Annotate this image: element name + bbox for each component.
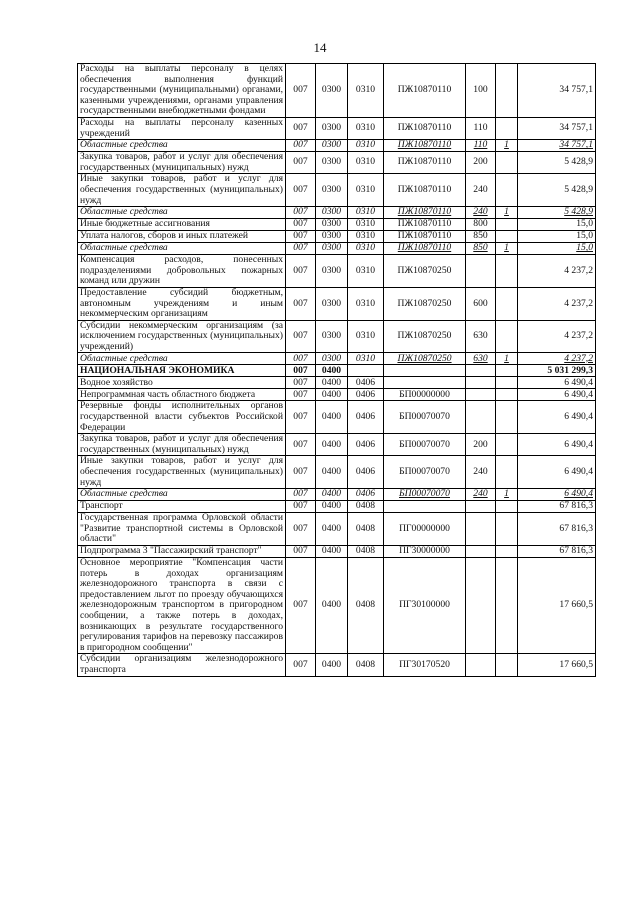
table-row — [78, 353, 596, 365]
table-row — [78, 207, 596, 219]
row-target-code: ПЖ10870250 — [384, 353, 466, 365]
table-row — [78, 456, 596, 489]
row-subsection-code: 0310 — [348, 117, 384, 139]
row-subsection-code: 0310 — [348, 320, 384, 353]
row-subsection-code: 0408 — [348, 654, 384, 676]
row-target-code: БП00070070 — [384, 489, 466, 501]
row-target-code: ПЖ10870110 — [384, 231, 466, 243]
table-row — [78, 558, 596, 654]
row-grbs-code: 007 — [286, 255, 316, 288]
page-number: 14 — [313, 40, 327, 55]
table-row — [78, 140, 596, 152]
row-description: Предоставление субсидий бюджетным, автономным учреждениям и иным некоммерческим организациям — [78, 287, 286, 320]
row-grbs-code: 007 — [286, 243, 316, 255]
row-fund-flag — [496, 389, 518, 401]
table-row — [78, 231, 596, 243]
row-grbs-code: 007 — [286, 117, 316, 139]
row-grbs-code: 007 — [286, 219, 316, 231]
row-description: Областные средства — [78, 243, 286, 255]
row-subsection-code: 0408 — [348, 558, 384, 654]
row-section-code: 0400 — [316, 389, 348, 401]
row-expense-type — [466, 654, 496, 676]
row-grbs-code: 007 — [286, 377, 316, 389]
row-subsection-code: 0406 — [348, 401, 384, 434]
row-amount: 5 428,9 — [518, 174, 596, 207]
row-grbs-code: 007 — [286, 207, 316, 219]
row-grbs-code: 007 — [286, 456, 316, 489]
row-amount: 5 428,9 — [518, 207, 596, 219]
row-amount: 4 237,2 — [518, 353, 596, 365]
row-target-code: ПЖ10870110 — [384, 174, 466, 207]
row-description: Иные бюджетные ассигнования — [78, 219, 286, 231]
row-section-code: 0300 — [316, 255, 348, 288]
row-fund-flag — [496, 456, 518, 489]
row-fund-flag: 1 — [496, 207, 518, 219]
row-fund-flag — [496, 255, 518, 288]
row-expense-type — [466, 255, 496, 288]
row-expense-type: 600 — [466, 287, 496, 320]
row-description: Уплата налогов, сборов и иных платежей — [78, 231, 286, 243]
row-subsection-code: 0406 — [348, 456, 384, 489]
row-section-code: 0300 — [316, 219, 348, 231]
table-row — [78, 320, 596, 353]
row-amount: 17 660,5 — [518, 654, 596, 676]
row-target-code: БП00070070 — [384, 401, 466, 434]
row-grbs-code: 007 — [286, 140, 316, 152]
row-description: Подпрограмма 3 "Пассажирский транспорт" — [78, 546, 286, 558]
row-amount: 34 757,1 — [518, 64, 596, 118]
row-expense-type: 850 — [466, 243, 496, 255]
row-target-code: ПЖ10870110 — [384, 219, 466, 231]
row-fund-flag — [496, 558, 518, 654]
row-subsection-code: 0310 — [348, 64, 384, 118]
row-description: Закупка товаров, работ и услуг для обеспечения государственных (муниципальных) нужд — [78, 434, 286, 456]
row-section-code: 0400 — [316, 501, 348, 513]
row-expense-type: 240 — [466, 174, 496, 207]
budget-table — [77, 63, 596, 677]
row-amount: 15,0 — [518, 231, 596, 243]
row-expense-type: 850 — [466, 231, 496, 243]
row-fund-flag — [496, 513, 518, 546]
row-amount: 6 490,4 — [518, 489, 596, 501]
row-subsection-code: 0310 — [348, 207, 384, 219]
row-subsection-code — [348, 365, 384, 377]
row-description: Иные закупки товаров, работ и услуг для обеспечения государственных (муниципальных) нужд — [78, 456, 286, 489]
table-row — [78, 365, 596, 377]
row-target-code: БП00070070 — [384, 434, 466, 456]
row-target-code: ПЖ10870110 — [384, 207, 466, 219]
row-expense-type — [466, 558, 496, 654]
row-fund-flag — [496, 365, 518, 377]
row-amount: 5 031 299,3 — [518, 365, 596, 377]
row-target-code: БП00000000 — [384, 389, 466, 401]
row-expense-type: 800 — [466, 219, 496, 231]
row-subsection-code: 0406 — [348, 489, 384, 501]
row-subsection-code: 0406 — [348, 389, 384, 401]
row-description: Расходы на выплаты персоналу казенных учреждений — [78, 117, 286, 139]
row-section-code: 0300 — [316, 231, 348, 243]
row-description: Государственная программа Орловской области "Развитие транспортной системы в Орловской области" — [78, 513, 286, 546]
row-expense-type — [466, 546, 496, 558]
row-grbs-code: 007 — [286, 558, 316, 654]
row-section-code: 0300 — [316, 152, 348, 174]
table-row — [78, 489, 596, 501]
row-amount: 15,0 — [518, 243, 596, 255]
row-amount: 4 237,2 — [518, 320, 596, 353]
row-description: Областные средства — [78, 489, 286, 501]
row-subsection-code: 0310 — [348, 174, 384, 207]
row-expense-type — [466, 513, 496, 546]
row-expense-type: 200 — [466, 434, 496, 456]
row-amount: 67 816,3 — [518, 513, 596, 546]
table-row — [78, 174, 596, 207]
row-target-code — [384, 377, 466, 389]
table-row — [78, 434, 596, 456]
row-grbs-code: 007 — [286, 389, 316, 401]
row-expense-type — [466, 389, 496, 401]
row-section-code: 0400 — [316, 546, 348, 558]
row-target-code: ПГ30100000 — [384, 558, 466, 654]
row-expense-type: 200 — [466, 152, 496, 174]
row-section-code: 0300 — [316, 174, 348, 207]
row-target-code: ПЖ10870250 — [384, 255, 466, 288]
row-amount: 34 757,1 — [518, 117, 596, 139]
row-fund-flag — [496, 287, 518, 320]
row-subsection-code: 0406 — [348, 377, 384, 389]
row-amount: 15,0 — [518, 219, 596, 231]
row-fund-flag: 1 — [496, 243, 518, 255]
row-section-code: 0400 — [316, 401, 348, 434]
row-section-code: 0400 — [316, 456, 348, 489]
row-fund-flag — [496, 117, 518, 139]
row-amount: 6 490,4 — [518, 377, 596, 389]
row-fund-flag — [496, 654, 518, 676]
row-subsection-code: 0310 — [348, 219, 384, 231]
row-expense-type: 630 — [466, 353, 496, 365]
row-section-code: 0400 — [316, 365, 348, 377]
row-amount: 67 816,3 — [518, 546, 596, 558]
row-fund-flag: 1 — [496, 140, 518, 152]
row-target-code: ПЖ10870110 — [384, 64, 466, 118]
row-amount: 67 816,3 — [518, 501, 596, 513]
row-expense-type: 240 — [466, 456, 496, 489]
row-target-code — [384, 501, 466, 513]
row-expense-type — [466, 401, 496, 434]
row-subsection-code: 0406 — [348, 434, 384, 456]
row-subsection-code: 0310 — [348, 152, 384, 174]
row-amount: 17 660,5 — [518, 558, 596, 654]
row-amount: 34 757,1 — [518, 140, 596, 152]
row-target-code — [384, 365, 466, 377]
row-grbs-code: 007 — [286, 231, 316, 243]
row-target-code: ПЖ10870110 — [384, 117, 466, 139]
row-section-code: 0400 — [316, 377, 348, 389]
row-section-code: 0300 — [316, 243, 348, 255]
row-expense-type: 240 — [466, 489, 496, 501]
row-amount: 6 490,4 — [518, 456, 596, 489]
row-section-code: 0300 — [316, 353, 348, 365]
row-target-code: ПГ30170520 — [384, 654, 466, 676]
row-description: НАЦИОНАЛЬНАЯ ЭКОНОМИКА — [78, 365, 286, 377]
row-subsection-code: 0408 — [348, 501, 384, 513]
table-row — [78, 654, 596, 676]
row-fund-flag: 1 — [496, 489, 518, 501]
row-description: Непрограммная часть областного бюджета — [78, 389, 286, 401]
table-row — [78, 64, 596, 118]
row-fund-flag — [496, 401, 518, 434]
row-grbs-code: 007 — [286, 353, 316, 365]
table-row — [78, 287, 596, 320]
table-row — [78, 377, 596, 389]
row-subsection-code: 0408 — [348, 546, 384, 558]
table-row — [78, 243, 596, 255]
row-description: Областные средства — [78, 353, 286, 365]
table-row — [78, 117, 596, 139]
row-target-code: БП00070070 — [384, 456, 466, 489]
row-subsection-code: 0310 — [348, 231, 384, 243]
row-description: Транспорт — [78, 501, 286, 513]
row-subsection-code: 0310 — [348, 243, 384, 255]
row-expense-type: 110 — [466, 117, 496, 139]
row-expense-type: 100 — [466, 64, 496, 118]
row-amount: 4 237,2 — [518, 287, 596, 320]
row-grbs-code: 007 — [286, 434, 316, 456]
row-grbs-code: 007 — [286, 546, 316, 558]
row-fund-flag: 1 — [496, 353, 518, 365]
row-expense-type — [466, 377, 496, 389]
row-fund-flag — [496, 219, 518, 231]
row-expense-type: 110 — [466, 140, 496, 152]
row-target-code: ПЖ10870110 — [384, 243, 466, 255]
table-row — [78, 513, 596, 546]
row-description: Областные средства — [78, 207, 286, 219]
row-fund-flag — [496, 231, 518, 243]
row-subsection-code: 0310 — [348, 140, 384, 152]
table-row — [78, 219, 596, 231]
row-section-code: 0300 — [316, 320, 348, 353]
table-row — [78, 389, 596, 401]
row-expense-type — [466, 365, 496, 377]
row-description: Субсидии некоммерческим организациям (за исключением государственных (муниципальных) учреждений) — [78, 320, 286, 353]
row-fund-flag — [496, 152, 518, 174]
row-fund-flag — [496, 377, 518, 389]
row-section-code: 0300 — [316, 64, 348, 118]
row-grbs-code: 007 — [286, 64, 316, 118]
row-section-code: 0400 — [316, 654, 348, 676]
row-description: Расходы на выплаты персоналу в целях обеспечения выполнения функций государственными (муниципальными) органами, казенными учреждениями, органами управления государственными внебюджетными фондами — [78, 64, 286, 118]
table-row — [78, 501, 596, 513]
row-section-code: 0400 — [316, 489, 348, 501]
row-description: Резервные фонды исполнительных органов государственной власти субъектов Российской Федерации — [78, 401, 286, 434]
row-fund-flag — [496, 320, 518, 353]
row-description: Водное хозяйство — [78, 377, 286, 389]
row-grbs-code: 007 — [286, 501, 316, 513]
row-target-code: ПЖ10870110 — [384, 152, 466, 174]
row-description: Основное мероприятие "Компенсация части потерь в доходах организациям железнодорожного транспорта в связи с предоставлением льгот по проезду обучающихся железнодорожным транспортом в пригородном сообщении, а также потерь в доходах, возникающих в результате государственного регулирования тарифов на перевозку пассажиров в пригородном сообщении" — [78, 558, 286, 654]
table-row — [78, 401, 596, 434]
row-grbs-code: 007 — [286, 489, 316, 501]
row-target-code: ПГ00000000 — [384, 513, 466, 546]
row-grbs-code: 007 — [286, 320, 316, 353]
row-subsection-code: 0310 — [348, 353, 384, 365]
row-description: Закупка товаров, работ и услуг для обеспечения государственных (муниципальных) нужд — [78, 152, 286, 174]
budget-table-body — [78, 64, 596, 677]
row-description: Иные закупки товаров, работ и услуг для обеспечения государственных (муниципальных) нужд — [78, 174, 286, 207]
row-description: Субсидии организациям железнодорожного транспорта — [78, 654, 286, 676]
row-section-code: 0400 — [316, 434, 348, 456]
row-grbs-code: 007 — [286, 365, 316, 377]
row-grbs-code: 007 — [286, 287, 316, 320]
row-amount: 6 490,4 — [518, 389, 596, 401]
row-section-code: 0300 — [316, 140, 348, 152]
row-section-code: 0300 — [316, 287, 348, 320]
row-amount: 6 490,4 — [518, 434, 596, 456]
row-subsection-code: 0408 — [348, 513, 384, 546]
row-target-code: ПЖ10870250 — [384, 320, 466, 353]
row-expense-type — [466, 501, 496, 513]
row-description: Областные средства — [78, 140, 286, 152]
row-target-code: ПЖ10870250 — [384, 287, 466, 320]
row-section-code: 0300 — [316, 207, 348, 219]
row-fund-flag — [496, 174, 518, 207]
row-grbs-code: 007 — [286, 152, 316, 174]
row-target-code: ПГ30000000 — [384, 546, 466, 558]
row-expense-type: 630 — [466, 320, 496, 353]
row-fund-flag — [496, 546, 518, 558]
row-grbs-code: 007 — [286, 174, 316, 207]
row-fund-flag — [496, 64, 518, 118]
row-subsection-code: 0310 — [348, 255, 384, 288]
table-row — [78, 255, 596, 288]
row-expense-type: 240 — [466, 207, 496, 219]
row-fund-flag — [496, 434, 518, 456]
table-row — [78, 546, 596, 558]
row-section-code: 0300 — [316, 117, 348, 139]
row-grbs-code: 007 — [286, 513, 316, 546]
row-grbs-code: 007 — [286, 401, 316, 434]
row-fund-flag — [496, 501, 518, 513]
row-section-code: 0400 — [316, 513, 348, 546]
row-target-code: ПЖ10870110 — [384, 140, 466, 152]
row-description: Компенсация расходов, понесенных подразделениями добровольных пожарных команд или дружин — [78, 255, 286, 288]
row-grbs-code: 007 — [286, 654, 316, 676]
table-row — [78, 152, 596, 174]
row-amount: 6 490,4 — [518, 401, 596, 434]
row-section-code: 0400 — [316, 558, 348, 654]
row-amount: 5 428,9 — [518, 152, 596, 174]
row-subsection-code: 0310 — [348, 287, 384, 320]
row-amount: 4 237,2 — [518, 255, 596, 288]
